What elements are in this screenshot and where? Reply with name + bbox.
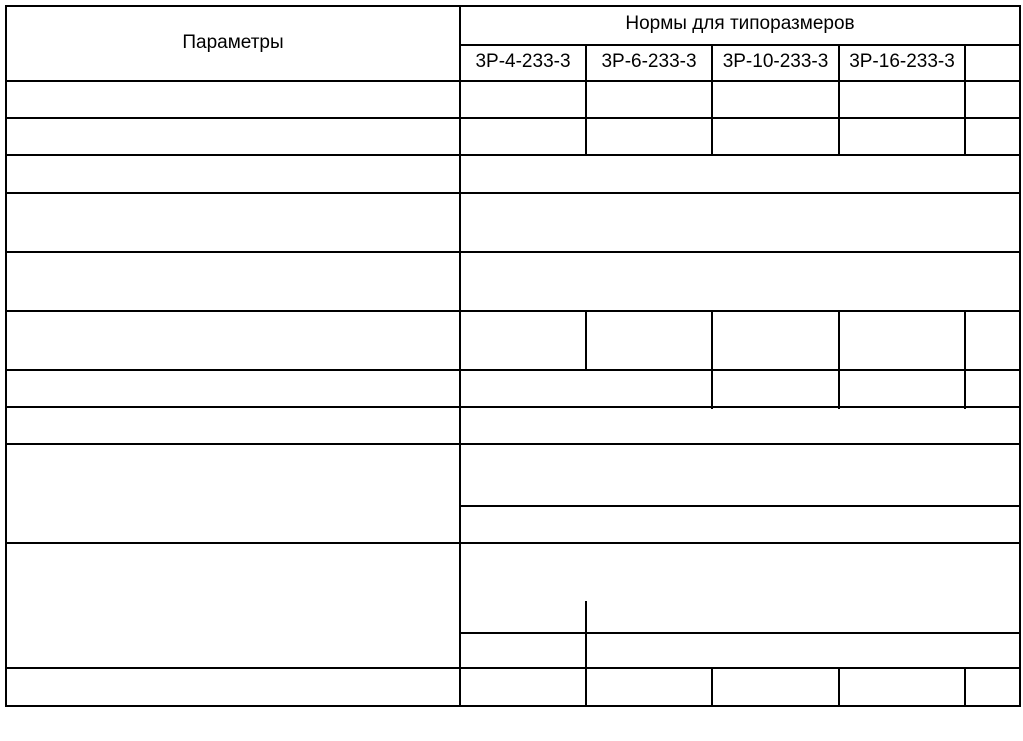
row-divider: [5, 542, 1021, 544]
column-divider: [964, 667, 966, 707]
table-border-left: [5, 5, 7, 707]
row-divider: [5, 369, 1021, 371]
table-border-top: [5, 5, 1021, 7]
row-divider: [5, 154, 1021, 156]
header-norms: Нормы для типоразмеров: [625, 13, 855, 34]
param-column-divider: [459, 5, 461, 707]
header-split-line: [460, 44, 1021, 46]
column-divider: [585, 310, 587, 370]
row-divider: [5, 117, 1021, 119]
column-divider: [711, 667, 713, 707]
header-model: 3Р-16-233-3: [849, 51, 955, 72]
row-divider: [5, 443, 1021, 445]
header-parameters: Параметры: [182, 32, 284, 53]
header-bottom-line: [5, 80, 1021, 82]
sub-row-divider: [459, 505, 1021, 507]
header-model: 3Р-6-233-3: [601, 51, 697, 72]
table-border-right: [1019, 5, 1021, 707]
row-divider: [5, 667, 1021, 669]
row-divider: [5, 406, 1021, 408]
sub-row-divider: [459, 632, 1021, 634]
column-divider: [585, 601, 587, 707]
column-divider: [964, 310, 966, 409]
column-divider: [838, 310, 840, 409]
column-divider: [964, 44, 966, 156]
header-model: 3Р-10-233-3: [722, 51, 829, 72]
column-divider: [838, 667, 840, 707]
row-divider: [5, 310, 1021, 312]
row-divider: [5, 192, 1021, 194]
row-divider: [5, 251, 1021, 253]
column-divider: [711, 310, 713, 409]
header-model: 3Р-4-233-3: [475, 51, 571, 72]
table-border-bottom: [5, 705, 1021, 707]
